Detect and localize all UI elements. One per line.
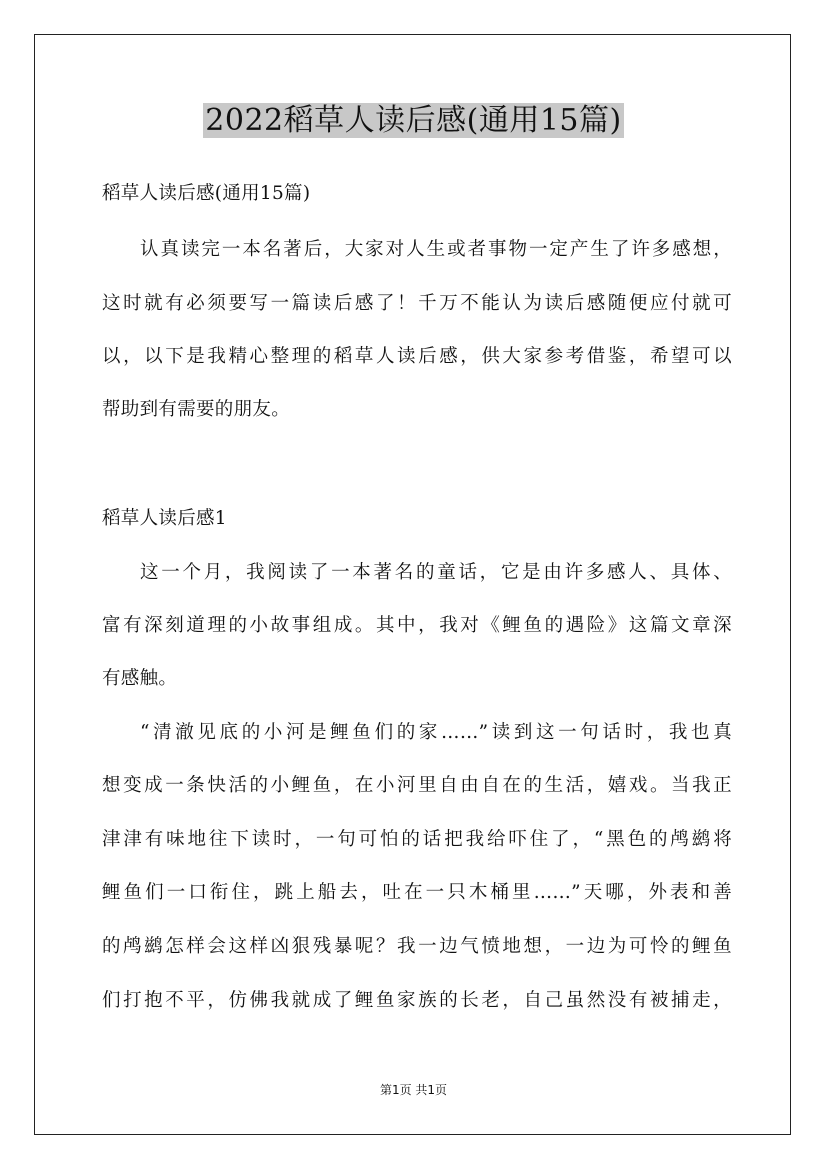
document-title-text: 2022稻草人读后感(通用15篇) [205,103,622,138]
intro-line: 这时就有必须要写一篇读后感了！千万不能认为读后感随便应付就可 [102,293,732,314]
paragraph-line: 想变成一条快活的小鲤鱼，在小河里自由自在的生活，嬉戏。当我正 [102,775,732,796]
paragraph-line: 富有深刻道理的小故事组成。其中，我对《鲤鱼的遇险》这篇文章深 [102,615,732,636]
page-footer: 第1页 共1页 [379,1083,448,1097]
document-subtitle: 稻草人读后感(通用15篇) [102,183,311,204]
paragraph-line: 鲤鱼们一口衔住，跳上船去，吐在一只木桶里……”天哪，外表和善 [102,882,732,903]
intro-line: 帮助到有需要的朋友。 [102,399,291,420]
paragraph-line: 津津有味地往下读时，一句可怕的话把我给吓住了，“黑色的鸬鹚将 [102,829,732,850]
paragraph-line: 这一个月，我阅读了一本著名的童话，它是由许多感人、具体、 [140,562,732,583]
paragraph-line: 们打抱不平，仿佛我就成了鲤鱼家族的长老，自己虽然没有被捕走， [102,990,732,1011]
paragraph-line: “清澈见底的小河是鲤鱼们的家……”读到这一句话时，我也真 [140,722,732,743]
paragraph-line: 的鸬鹚怎样会这样凶狠残暴呢？我一边气愤地想，一边为可怜的鲤鱼 [102,936,732,957]
paragraph-line: 有感触。 [102,668,178,689]
section-heading: 稻草人读后感1 [102,508,227,529]
intro-line: 认真读完一本名著后，大家对人生或者事物一定产生了许多感想， [140,239,732,260]
document-title [0,100,827,142]
intro-line: 以，以下是我精心整理的稻草人读后感，供大家参考借鉴，希望可以 [102,346,732,367]
